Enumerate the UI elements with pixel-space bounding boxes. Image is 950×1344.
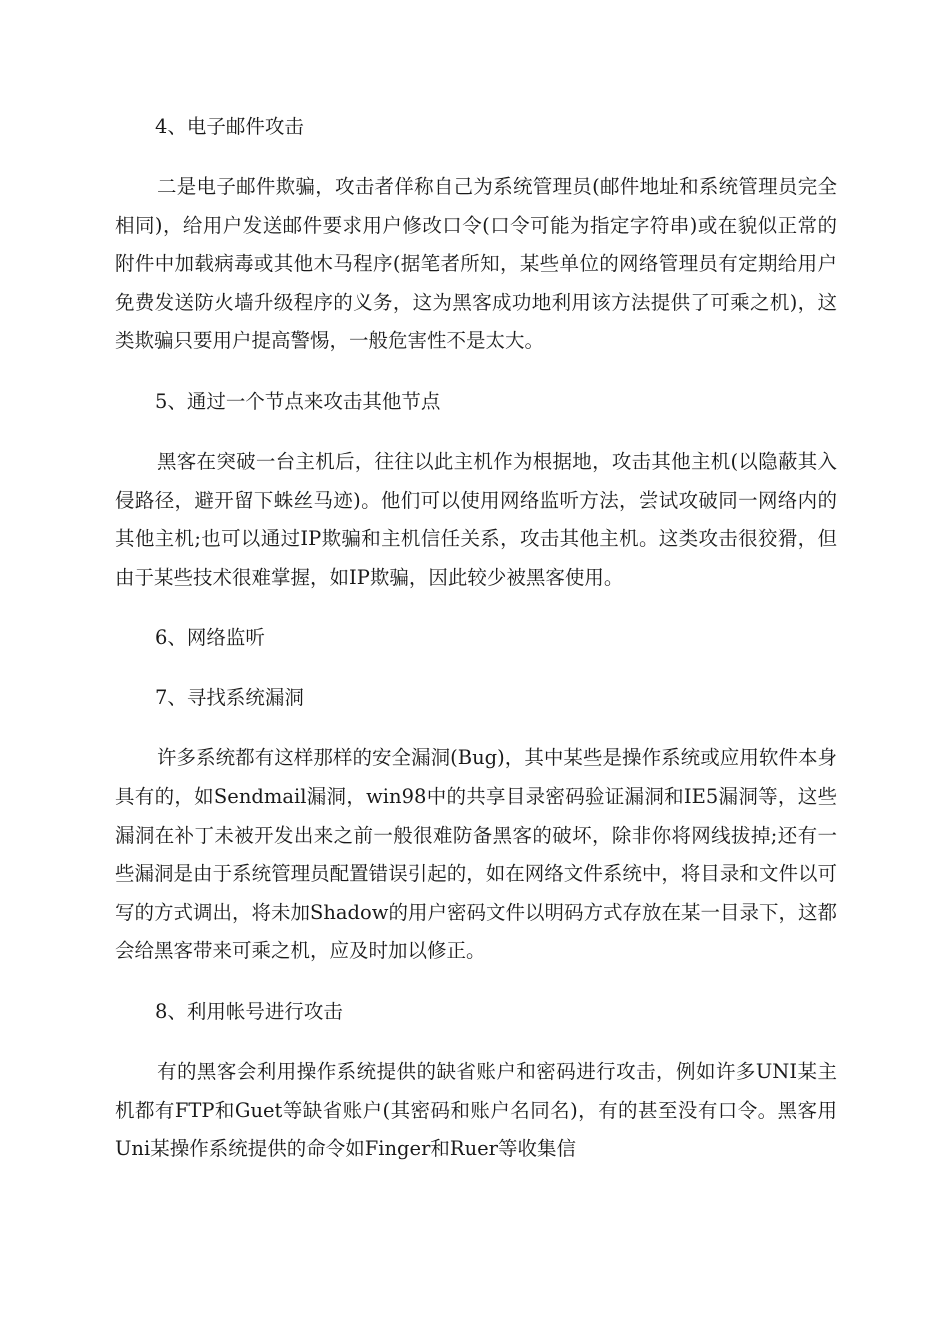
heading-node-attack: 5、通过一个节点来攻击其他节点 — [155, 389, 441, 413]
paragraph-vulnerabilities: 许多系统都有这样那样的安全漏洞(Bug)，其中某些是操作系统或应用软件本身具有的，如Sendmail漏洞，win98中的共享目录密码验证漏洞和IE5漏洞等，这些漏洞在补丁未被开发出来之前一般很难防备黑客的破坏，除非你将网线拔掉;还有一些漏洞是由于系统管理员配置错误引起的，如在网络文件系统中，将目录和文件以可写的方式调出，将未加Shadow的用户密码文件以明码方式存放在某一目录下，这都会给黑客带来可乘之机，应及时加以修正。 — [115, 746, 837, 963]
paragraph-node-attack: 黑客在突破一台主机后，往往以此主机作为根据地，攻击其他主机(以隐蔽其入侵路径，避开留下蛛丝马迹)。他们可以使用网络监听方法，尝试攻破同一网络内的其他主机;也可以通过IP欺骗和主机信任关系，攻击其他主机。这类攻击很狡猾，但由于某些技术很难掌握，如IP欺骗，因此较少被黑客使用。 — [115, 449, 837, 589]
paragraph-email-spoofing: 二是电子邮件欺骗，攻击者佯称自己为系统管理员(邮件地址和系统管理员完全相同)，给用户发送邮件要求用户修改口令(口令可能为指定字符串)或在貌似正常的附件中加载病毒或其他木马程序(据笔者所知，某些单位的网络管理员有定期给用户免费发送防火墙升级程序的义务，这为黑客成功地利用该方法提供了可乘之机)，这类欺骗只要用户提高警惕，一般危害性不是太大。 — [115, 175, 837, 353]
paragraph-account-attack: 有的黑客会利用操作系统提供的缺省账户和密码进行攻击，例如许多UNI某主机都有FTP和Guet等缺省账户(其密码和账户名同名)，有的甚至没有口令。黑客用Uni某操作系统提供的命令如Finger和Ruer等收集信 — [115, 1059, 837, 1161]
heading-network-sniffing: 6、网络监听 — [155, 626, 265, 650]
heading-account-attack: 8、利用帐号进行攻击 — [155, 999, 343, 1023]
heading-find-vulnerabilities: 7、寻找系统漏洞 — [155, 686, 304, 710]
heading-email-attack: 4、电子邮件攻击 — [155, 115, 304, 138]
document-page — [115, 108, 837, 1191]
